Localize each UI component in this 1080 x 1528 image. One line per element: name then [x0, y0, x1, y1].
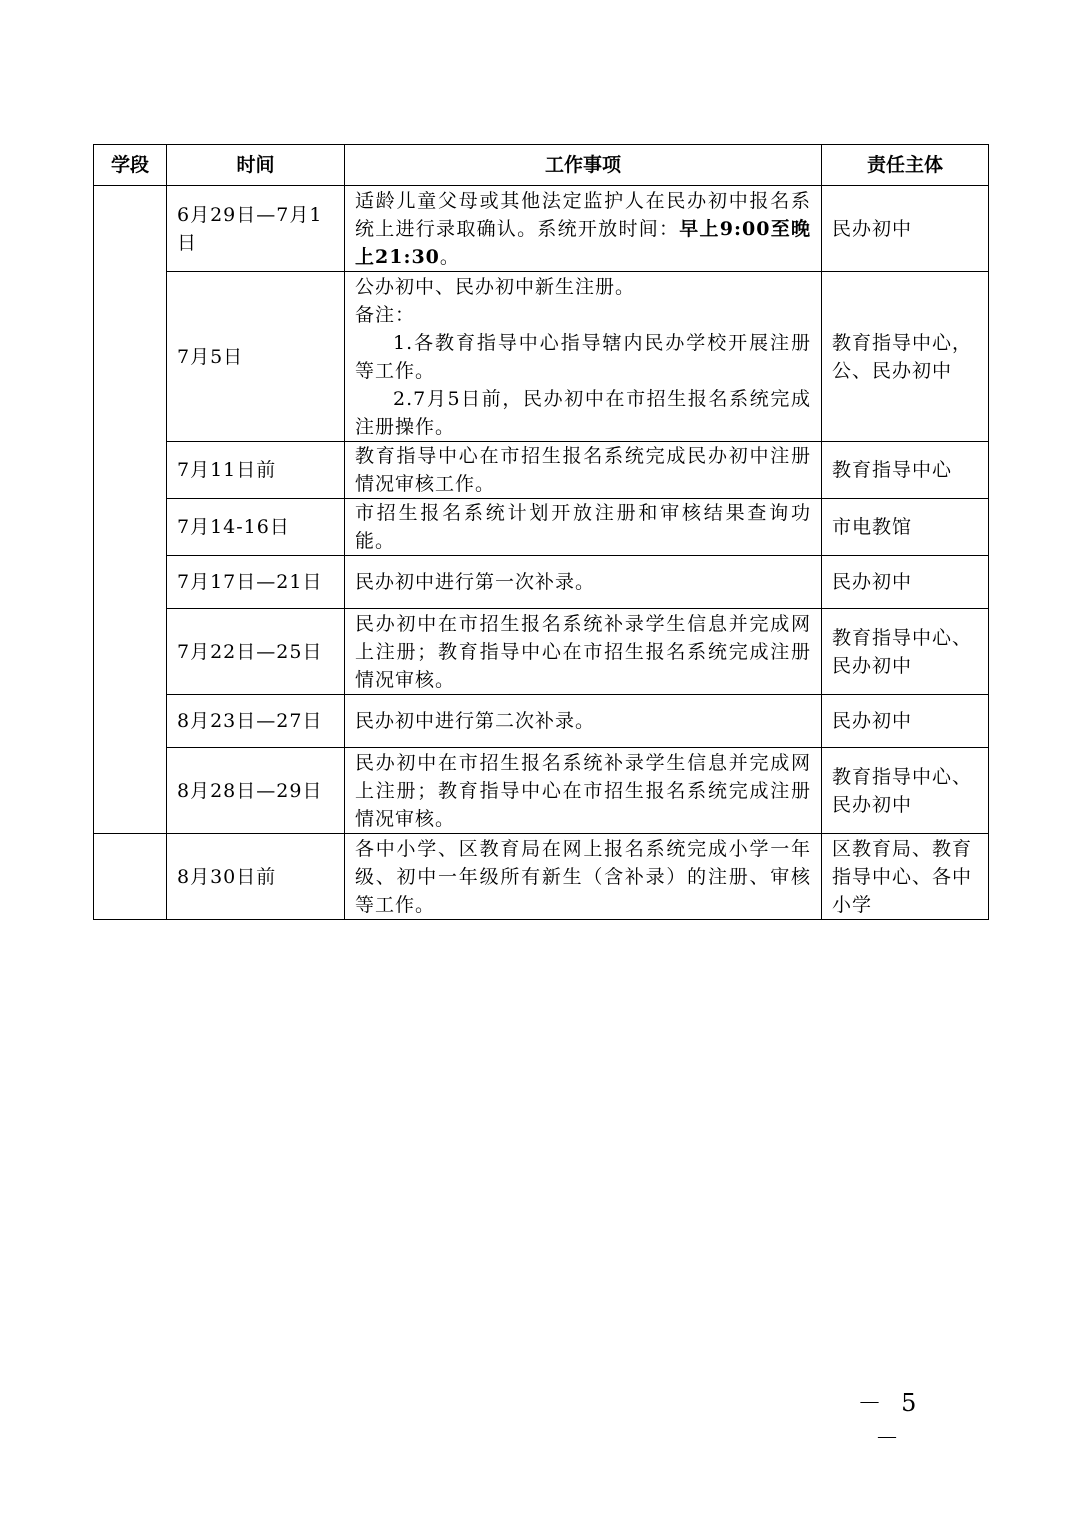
page-number: － 5 － [857, 1389, 923, 1452]
responsible-cell: 教育指导中心，公、民办初中 [822, 272, 989, 442]
task-cell: 民办初中在市招生报名系统补录学生信息并完成网上注册；教育指导中心在市招生报名系统完成注册情况审核。 [345, 609, 822, 695]
stage-cell-junior [94, 186, 167, 834]
responsible-cell: 教育指导中心 [822, 442, 989, 499]
responsible-cell: 民办初中 [822, 186, 989, 272]
header-responsible: 责任主体 [822, 145, 989, 186]
time-cell: 8月30日前 [167, 834, 345, 920]
table-row [94, 695, 989, 748]
task-cell: 各中小学、区教育局在网上报名系统完成小学一年级、初中一年级所有新生（含补录）的注册、审核等工作。 [345, 834, 822, 920]
table-row [94, 748, 989, 834]
task-note-1: 1.各教育指导中心指导辖内民办学校开展注册等工作。 [355, 331, 811, 382]
table-row [94, 499, 989, 556]
task-note-label: 备注： [355, 303, 416, 326]
task-cell: 民办初中进行第二次补录。 [345, 695, 822, 748]
task-main: 公办初中、民办初中新生注册。 [355, 275, 636, 298]
task-cell: 市招生报名系统计划开放注册和审核结果查询功能。 [345, 499, 822, 556]
task-text-end: 。 [439, 245, 460, 268]
time-cell: 7月17日—21日 [167, 556, 345, 609]
responsible-cell: 区教育局、教育指导中心、各中小学 [822, 834, 989, 920]
table-row [94, 186, 989, 272]
task-open-hours: 早上9:00至晚上21:30 [355, 217, 811, 268]
task-cell [345, 272, 822, 442]
table-row [94, 609, 989, 695]
responsible-cell: 教育指导中心、民办初中 [822, 748, 989, 834]
table-row [94, 272, 989, 442]
responsible-cell: 民办初中 [822, 695, 989, 748]
stage-cell-all [94, 834, 167, 920]
table-row [94, 834, 989, 920]
time-cell: 8月28日—29日 [167, 748, 345, 834]
task-cell: 教育指导中心在市招生报名系统完成民办初中注册情况审核工作。 [345, 442, 822, 499]
responsible-cell: 教育指导中心、民办初中 [822, 609, 989, 695]
task-text: 适龄儿童父母或其他法定监护人在民办初中报名系统上进行录取确认。系统开放时间： [355, 189, 811, 240]
task-cell: 民办初中进行第一次补录。 [345, 556, 822, 609]
table-row [94, 442, 989, 499]
header-stage: 学段 [94, 145, 167, 186]
time-cell: 8月23日—27日 [167, 695, 345, 748]
time-cell: 7月5日 [167, 272, 345, 442]
time-cell: 6月29日—7月1日 [167, 186, 345, 272]
table-row [94, 556, 989, 609]
header-time: 时间 [167, 145, 345, 186]
task-note-2: 2.7月5日前，民办初中在市招生报名系统完成注册操作。 [355, 387, 811, 438]
header-task: 工作事项 [345, 145, 822, 186]
task-cell: 民办初中在市招生报名系统补录学生信息并完成网上注册；教育指导中心在市招生报名系统完成注册情况审核。 [345, 748, 822, 834]
responsible-cell: 市电教馆 [822, 499, 989, 556]
time-cell: 7月22日—25日 [167, 609, 345, 695]
time-cell: 7月11日前 [167, 442, 345, 499]
schedule-table [93, 144, 989, 920]
time-cell: 7月14-16日 [167, 499, 345, 556]
task-cell [345, 186, 822, 272]
responsible-cell: 民办初中 [822, 556, 989, 609]
table-header-row [94, 145, 989, 186]
